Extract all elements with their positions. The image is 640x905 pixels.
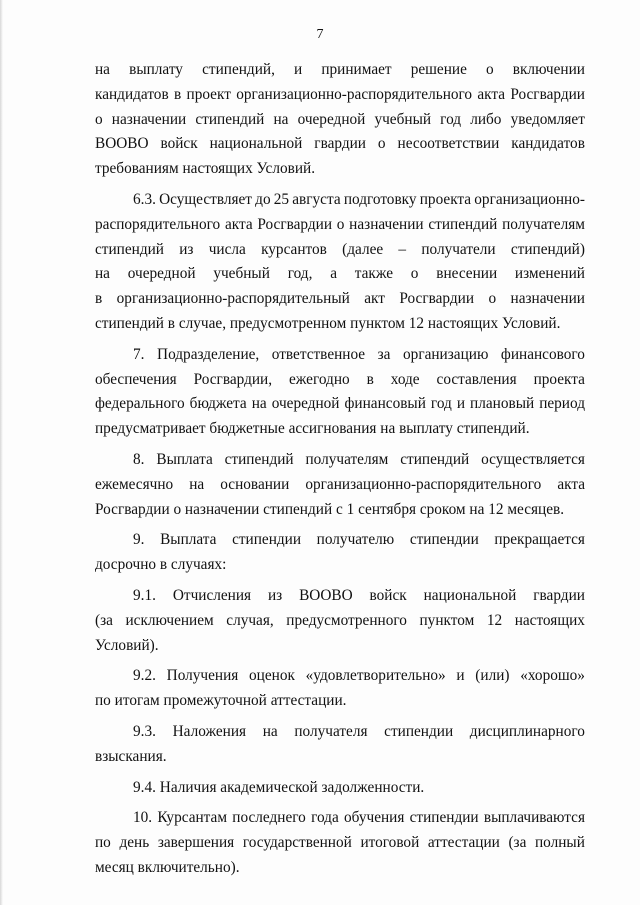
word: год [440,110,462,128]
word: исключением [125,611,214,629]
word: назначении [111,110,187,128]
word: ежегодно [289,370,350,388]
word: оценок [249,667,295,685]
word: проекта [533,370,585,388]
word: государственной [242,834,352,852]
word: в [173,85,182,103]
word: подготовку [343,190,417,208]
word: обеспечения [95,370,177,388]
word: (далее [342,240,384,258]
word: кандидатов [95,85,169,103]
word: проекта [419,190,472,208]
text-line [95,473,585,498]
text-line [95,609,585,634]
word: о [486,61,494,78]
word: Наложения [172,722,247,740]
text-line [95,448,585,473]
word: организационно-распорядительного [305,475,542,493]
word: и [456,667,465,685]
word: день [119,834,150,852]
word: 10. [133,809,153,827]
paragraph-p8 [95,448,585,522]
word: стипендий, [202,61,275,78]
text-line: 9.4. Наличия академической задолженности. [133,778,425,796]
word: 9. [133,531,145,549]
scan-edge-shadow [0,0,3,905]
text-line [95,132,585,157]
word: 7. [133,345,145,363]
word: 6.3. [133,190,156,208]
word: 9.3. [133,722,156,740]
word: 8. [133,450,145,468]
word: ВООВО [95,135,149,153]
word: стипендий [95,240,164,258]
word: из [179,240,194,258]
word: национальной [423,586,517,604]
word: назначении [510,290,585,308]
word: ВООВО [299,586,353,604]
word: 12 [486,611,503,629]
text-line: по итогам промежуточной аттестации. [95,692,347,710]
word: и [456,395,466,413]
word: 9.2. [133,667,156,685]
word: о [95,110,103,128]
word: ежемесячно [95,475,174,493]
text-line [95,806,585,831]
word: гвардии [533,586,585,604]
word: предусмотренного [286,611,407,629]
word: о [488,290,497,308]
word: по [95,834,111,852]
text-line: требованиям настоящих Условий. [95,160,316,178]
paragraph-p9_3 [95,720,585,770]
word: года [311,809,339,827]
word: на [189,475,205,493]
word: стипендий [224,450,294,468]
text-line: стипендий в случае, предусмотренном пунктом 12 настоящих Условий. [95,314,561,332]
word: (за [95,611,113,629]
word: «удовлетворительно» [305,667,446,685]
word: Выплата [160,531,217,549]
word: ответственное [271,345,366,363]
text-line: месяц включительно). [95,858,240,876]
word: организационно-распорядительного [236,85,473,103]
word: из [267,586,283,604]
word: выплачиваются [483,809,585,827]
word: плановый [470,395,535,413]
word: получатели [421,240,496,258]
paragraph-p9_1 [95,584,585,658]
text-line [95,262,585,287]
word: дисциплинарного [469,722,585,740]
word: организационно- [474,190,585,208]
text-line [95,528,585,553]
word: очередной [297,110,366,128]
word: учебный [374,110,432,128]
word: (или) [475,667,510,685]
page-number: 7 [316,27,324,42]
text-line: Росгвардии о назначении стипендий с 1 сентября сроком на 12 месяцев. [95,500,565,518]
word: итоговой [360,834,420,852]
word: а [330,265,337,283]
text-line [95,831,585,856]
word: 9.1. [133,586,156,604]
word: на [251,395,267,413]
word: назначении [349,215,424,233]
word: стипендий) [510,240,585,258]
text-line: предусматривает бюджетные ассигнования на выплату стипендий. [95,420,530,438]
paragraph-p10 [95,806,585,880]
word: составления [436,370,517,388]
word: несоответствии [397,135,500,153]
word: получателю [316,531,395,549]
word: ходе [390,370,420,388]
word: проект [186,85,231,103]
word: полный [534,834,585,852]
text-line [95,392,585,417]
word: до [255,190,271,208]
word: бюджета [189,395,247,413]
word: уведомляет [510,110,585,128]
word: «хорошо» [520,667,585,685]
word: организационно-распорядительный [116,290,350,308]
word: получателям [502,215,585,233]
word: год, [287,265,313,283]
word: аттестации [427,834,500,852]
word: очередной [127,265,196,283]
word: получателям [305,450,389,468]
word: в [95,290,103,308]
word: настоящих [514,611,585,629]
text-line [95,720,585,745]
word: о [377,135,386,153]
word: на [95,265,110,283]
word: прекращается [494,531,585,549]
paragraph-p9_2 [95,664,585,714]
word: стипендии [409,531,479,549]
word: обучения [344,809,405,827]
word: выплату [129,61,183,78]
text-line [95,83,585,108]
word: пунктом [419,611,475,629]
word: стипендии [384,722,454,740]
word: войск [369,586,407,604]
word: основании [220,475,290,493]
word: стипендий [400,450,470,468]
document-body [95,58,585,881]
word: стипендии [232,531,302,549]
text-line [95,287,585,312]
word: акта [224,215,253,233]
word: Отчисления [172,586,252,604]
text-line [95,188,585,213]
paragraph-p6_3 [95,188,585,337]
text-line [95,238,585,263]
word: внесении [436,265,498,283]
word: о [410,265,419,283]
word: акта [477,85,506,103]
word: Росгвардии [257,215,333,233]
word: Курсантам [157,809,228,827]
word: стипендий [195,110,265,128]
word: за [377,345,391,363]
text-line [95,58,585,83]
word: – [398,240,407,258]
word: решение [410,61,467,78]
word: стипендий [428,215,498,233]
word: финансового [500,345,585,363]
word: акт [364,290,385,308]
word: национальной [209,135,303,153]
text-line: досрочно в случаях: [95,556,227,574]
word: либо [470,110,502,128]
word: изменений [514,265,585,283]
word: осуществляется [481,450,585,468]
text-line [95,584,585,609]
text-line [95,664,585,689]
word: Выплата [156,450,213,468]
word: о [336,215,345,233]
paragraph-cont [95,58,585,182]
word: распорядительного [95,215,221,233]
word: финансовый [344,395,426,413]
word: на [273,110,289,128]
word: Получения [166,667,239,685]
word: 25 [273,190,290,208]
word: последнего [232,809,306,827]
word: на [95,61,110,78]
word: Росгвардии, [193,370,273,388]
text-line [95,213,585,238]
word: завершения [157,834,235,852]
word: гвардии [314,135,366,153]
word: Росгвардии [399,290,475,308]
word: августа [292,190,341,208]
word: принимает [321,61,392,78]
word: организацию [403,345,489,363]
word: войск [160,135,198,153]
text-line [95,343,585,368]
word: и [294,61,303,78]
paragraph-p7 [95,343,585,442]
word: в [366,370,374,388]
text-line: Условий). [95,636,159,654]
word: Росгвардии [510,85,585,103]
word: год [430,395,452,413]
paragraph-p9_4 [95,776,585,801]
word: федерального [95,395,185,413]
word: Осуществляет [159,190,252,208]
word: Подразделение, [157,345,260,363]
text-line: взыскания. [95,747,167,765]
word: (за [508,834,527,852]
word: период [539,395,585,413]
word: курсантов [261,240,327,258]
word: числа [208,240,246,258]
word: получателя [294,722,368,740]
paragraph-p9 [95,528,585,578]
word: очередной [271,395,340,413]
word: учебный [213,265,270,283]
word: случая, [226,611,274,629]
text-line [95,368,585,393]
word: кандидатов [511,135,585,153]
word: включении [512,61,585,78]
word: стипендии [409,809,479,827]
word: акта [557,475,585,493]
text-line [95,108,585,133]
word: также [354,265,394,283]
word: на [262,722,278,740]
